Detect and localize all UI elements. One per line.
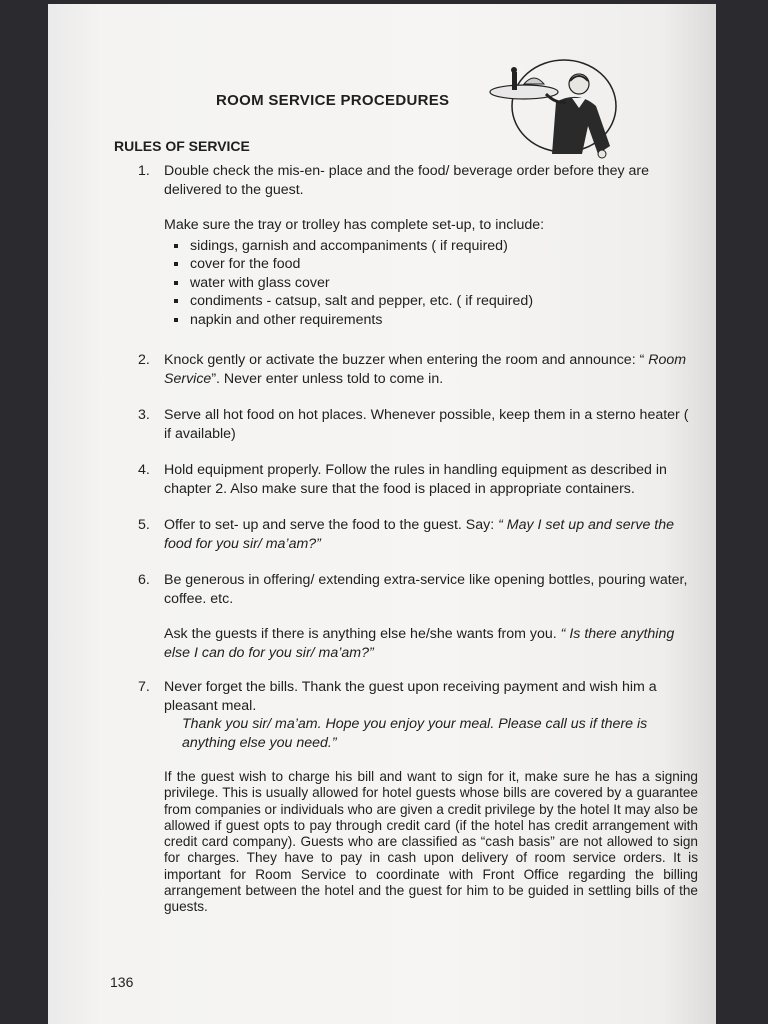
rule-number: 4. [138, 462, 150, 478]
rule-text-italic: “ Is there anything else I can do for you sir/ ma’am?” [164, 626, 675, 661]
rule-text: Be generous in offering/ extending extra-service like opening bottles, pouring water, coffee. etc. [164, 572, 688, 607]
rule-text-part: Offer to set- up and serve the food to the guest. Say: [164, 517, 499, 533]
rule-text [164, 351, 698, 388]
rule-number: 1. [138, 163, 150, 179]
section-heading: RULES OF SERVICE [114, 138, 250, 154]
rule-5 [138, 516, 698, 553]
rule-number: 3. [138, 407, 150, 423]
rule-number: 2. [138, 352, 150, 368]
rule-4 [138, 461, 698, 498]
rule-text: Never forget the bills. Thank the guest upon receiving payment and wish him a pleasant meal. [164, 679, 657, 714]
bullet-item: condiments - catsup, salt and pepper, etc. ( if required) [164, 292, 698, 311]
rule-subtext: Make sure the tray or trolley has complete set-up, to include: [164, 217, 545, 233]
rule-text-italic: Room Service [164, 352, 687, 387]
rule-1 [138, 162, 698, 329]
rule-3 [138, 406, 698, 443]
rule-paragraph: If the guest wish to charge his bill and want to sign for it, make sure he has a signing privilege. This is usually allowed for hotel guests whose bills are covered by a guarantee from companies or individuals who are given a credit privilege by the hotel It may also be allowed if guest opts to pay through credit card (if the hotel has credit arrangement with credit card company). Guests who are classified as “cash basis” are not allowed to sign for charges. They have to pay in cash upon delivery of room service orders. It is important for Room Service to coordinate with Front Office regarding the billing arrangement between the hotel and the guest for him to be guided in settling bills of the guests. [164, 769, 698, 915]
rule-text-part: Knock gently or activate the buzzer when entering the room and announce: “ [164, 352, 649, 368]
rule-2 [138, 351, 698, 388]
rule-text [164, 516, 698, 553]
page-title: ROOM SERVICE PROCEDURES [216, 92, 450, 109]
waiter-illustration [484, 54, 634, 164]
document-page [48, 4, 716, 1024]
rule-number: 7. [138, 679, 150, 695]
rule-number: 5. [138, 517, 150, 533]
rule-text: Serve all hot food on hot places. Whenever possible, keep them in a sterno heater ( if available) [164, 407, 689, 442]
bullet-item: sidings, garnish and accompaniments ( if required) [164, 237, 698, 256]
bullet-item: cover for the food [164, 255, 698, 274]
bullet-item: water with glass cover [164, 274, 698, 293]
rule-subtext [164, 625, 698, 662]
rule-text-italic: “ May I set up and serve the food for you sir/ ma’am?” [164, 517, 674, 552]
rule-quote: Thank you sir/ ma’am. Hope you enjoy your meal. Please call us if there is anything else you need.” [182, 716, 648, 751]
bullet-list [164, 237, 698, 330]
rule-text-part: Ask the guests if there is anything else he/she wants from you. [164, 626, 561, 642]
page-number: 136 [110, 974, 134, 990]
rule-text: Double check the mis-en- place and the food/ beverage order before they are delivered to the guest. [164, 163, 650, 198]
rules-list [138, 162, 698, 916]
rule-6 [138, 571, 698, 662]
rule-text: Hold equipment properly. Follow the rules in handling equipment as described in chapter 2. Also make sure that the food is placed in appropriate containers. [164, 462, 667, 497]
rule-7 [138, 678, 698, 916]
rule-text-part: ”. Never enter unless told to come in. [211, 370, 444, 387]
bullet-item: napkin and other requirements [164, 311, 698, 330]
rule-number: 6. [138, 572, 150, 588]
